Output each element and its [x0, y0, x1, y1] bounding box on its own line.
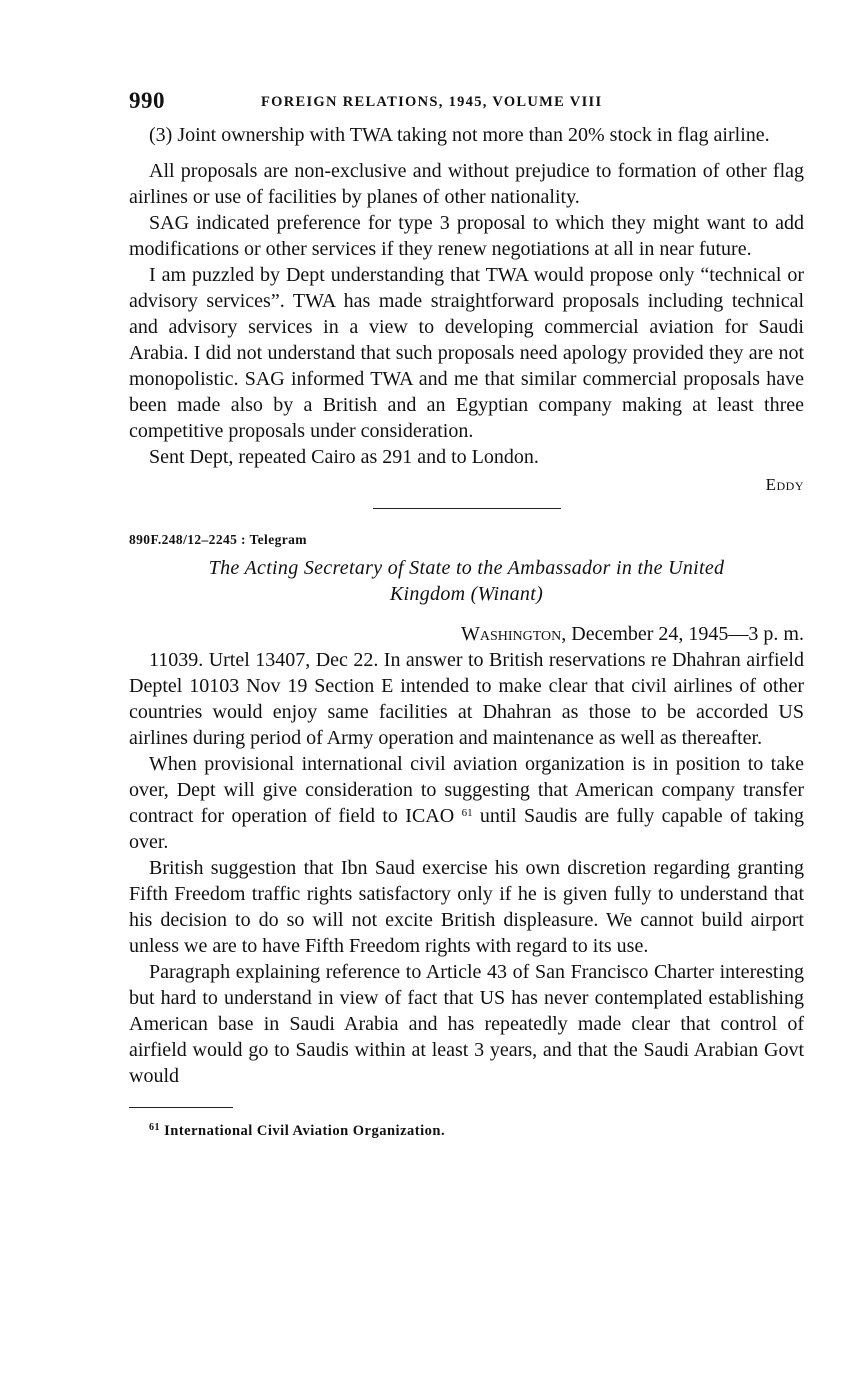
footnote-text: International Civil Aviation Organization.: [164, 1123, 446, 1139]
section-divider: [373, 508, 561, 509]
footnote: [129, 1122, 804, 1140]
paragraph: I am puzzled by Dept understanding that TWA would propose only “technical or advisory services”. TWA has made straightforward proposals including technical and advisory services in a view to developing commercial aviation for Saudi Arabia. I did not understand that such proposals need apology provided they are not monopolistic. SAG informed TWA and me that similar commercial proposals have been made also by a British and an Egyptian company making at least three competitive proposals under consideration.: [129, 264, 804, 442]
dateline-date: , December 24, 1945—3 p. m.: [561, 623, 804, 645]
running-head: [129, 88, 804, 122]
running-head-title: FOREIGN RELATIONS, 1945, VOLUME VIII: [261, 94, 603, 110]
heading-line: Kingdom (Winant): [389, 583, 544, 605]
signature: Eddy: [765, 475, 804, 494]
footnote-number: 61: [149, 1122, 160, 1133]
paragraph: All proposals are non-exclusive and without prejudice to formation of other flag airlines or use of facilities by planes of other nationality.: [129, 160, 804, 208]
dateline-place: Washington: [460, 623, 562, 645]
paragraph: 11039. Urtel 13407, Dec 22. In answer to British reservations re Dhahran airfield Deptel 10103 Nov 19 Section E intended to make clear that civil airlines of other countries would enjoy same facilities at Dhahran as those to be accorded US airlines during period of Army operation and maintenance as well as thereafter.: [129, 649, 804, 749]
footnote-divider: [129, 1107, 233, 1108]
footnote-marker[interactable]: 61: [461, 807, 473, 819]
paragraph: Paragraph explaining reference to Article 43 of San Francisco Charter interesting but hard to understand in view of fact that US has never contemplated establishing American base in Saudi Arabia and has repeatedly made clear that control of airfield would go to Saudis within at least 3 years, and that the Saudi Arabian Govt would: [129, 961, 804, 1087]
file-reference: 890F.248/12–2245 : Telegram: [129, 532, 307, 547]
paragraph: (3) Joint ownership with TWA taking not more than 20% stock in flag airline.: [149, 124, 770, 146]
paragraph: SAG indicated preference for type 3 proposal to which they might want to add modifications or other services if they renew negotiations at all in near future.: [129, 212, 804, 260]
document-body: [129, 647, 804, 1089]
paragraph: British suggestion that Ibn Saud exercise his own discretion regarding granting Fifth Freedom traffic rights satisfactory only if he is given fully to understand that his decision to do so will not excite British displeasure. We cannot build airport unless we are to have Fifth Freedom rights with regard to its use.: [129, 857, 804, 957]
page-number: 990: [129, 88, 165, 113]
page: [129, 88, 804, 1140]
heading-line: The Acting Secretary of State to the Ambassador in the United: [208, 557, 725, 579]
paragraph: Sent Dept, repeated Cairo as 291 and to London.: [149, 446, 539, 468]
dateline: [129, 621, 804, 647]
paragraph: [129, 751, 804, 855]
previous-document-body: [129, 122, 804, 498]
document-heading: [129, 555, 804, 607]
paragraph-text: When provisional international civil aviation organization is in position to take over, Dept will give consideration to suggesting that American company transfer contract for operation of field to ICAO: [129, 753, 804, 827]
paragraph-text: until Saudis are fully capable of taking over.: [129, 805, 805, 853]
